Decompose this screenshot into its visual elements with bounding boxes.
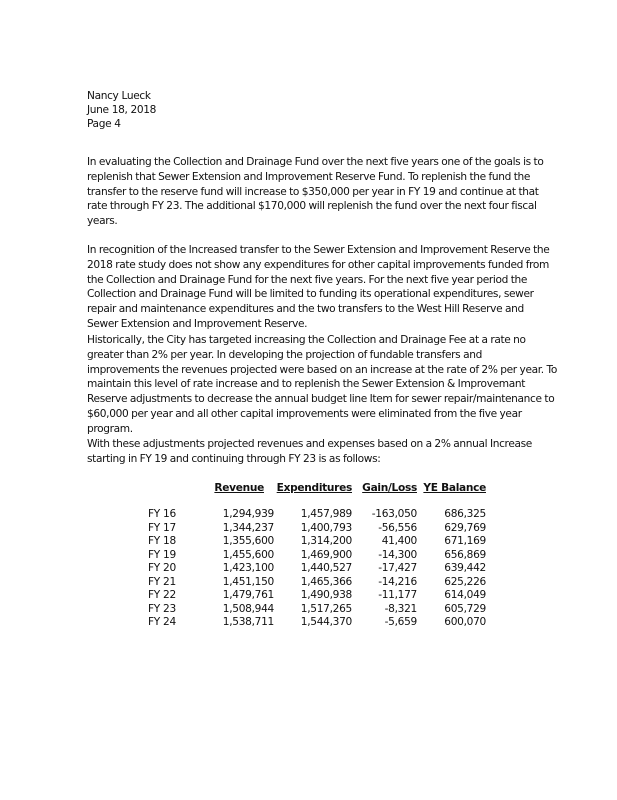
table-row	[148, 562, 486, 576]
revenue-cell: 1,451,150	[222, 575, 274, 588]
gain-loss-cell: -56,556	[378, 521, 417, 534]
column-header-expenditures: Expenditures	[276, 482, 352, 494]
column-header-year	[148, 482, 188, 508]
expenditures-cell: 1,314,200	[300, 535, 352, 547]
column-header-revenue: Revenue	[214, 482, 264, 494]
gain-loss-cell: -8,321	[384, 602, 417, 615]
fiscal-year-cell: FY 21	[148, 575, 176, 588]
fiscal-year-cell: FY 22	[148, 589, 176, 601]
table-row	[148, 535, 486, 549]
table-row	[148, 616, 486, 630]
paragraph-projection-intro: With these adjustments projected revenues and expenses based on a 2% annual Increase starting in FY 19 and continuing through FY 23 is as follows:	[87, 438, 532, 465]
revenue-cell: 1,423,100	[222, 562, 274, 574]
recipient-name: Nancy Lueck	[87, 90, 151, 102]
expenditures-cell: 1,469,900	[300, 548, 352, 561]
revenue-cell: 1,455,600	[222, 548, 274, 561]
letter-header	[87, 89, 156, 131]
revenue-cell: 1,479,761	[222, 589, 274, 601]
fiscal-year-cell: FY 23	[148, 602, 176, 615]
ye-balance-cell: 625,226	[444, 575, 486, 588]
expenditures-cell: 1,400,793	[300, 521, 352, 534]
table-row	[148, 508, 486, 522]
table-row	[148, 549, 486, 563]
gain-loss-cell: -163,050	[371, 508, 417, 520]
ye-balance-cell: 686,325	[444, 508, 486, 520]
fiscal-year-cell: FY 18	[148, 535, 176, 547]
expenditures-cell: 1,490,938	[300, 589, 352, 601]
revenue-cell: 1,344,237	[222, 521, 274, 534]
table-body	[148, 508, 486, 630]
expenditures-cell: 1,440,527	[300, 562, 352, 574]
letter-date: June 18, 2018	[87, 104, 157, 116]
ye-balance-cell: 600,070	[444, 616, 486, 628]
column-header-ye-balance: YE Balance	[423, 482, 486, 494]
expenditures-cell: 1,457,989	[300, 508, 352, 520]
table-header-row	[148, 482, 486, 508]
fiscal-year-cell: FY 16	[148, 508, 176, 520]
revenue-cell: 1,294,939	[222, 508, 274, 520]
gain-loss-cell: 41,400	[381, 535, 417, 547]
table-row	[148, 576, 486, 590]
revenue-cell: 1,538,711	[222, 616, 274, 628]
ye-balance-cell: 629,769	[444, 521, 486, 534]
gain-loss-cell: -17,427	[378, 562, 417, 574]
ye-balance-cell: 614,049	[444, 589, 486, 601]
gain-loss-cell: -14,300	[378, 548, 417, 561]
revenue-cell: 1,508,944	[222, 602, 274, 615]
expenditures-cell: 1,517,265	[300, 602, 352, 615]
expenditures-cell: 1,544,370	[300, 616, 352, 628]
fiscal-year-cell: FY 17	[148, 521, 176, 534]
gain-loss-cell: -5,659	[384, 616, 417, 628]
fiscal-year-cell: FY 19	[148, 548, 176, 561]
fiscal-year-cell: FY 20	[148, 562, 176, 574]
page-number: Page 4	[87, 118, 121, 130]
ye-balance-cell: 671,169	[444, 535, 486, 547]
gain-loss-cell: -11,177	[378, 589, 417, 601]
ye-balance-cell: 605,729	[444, 602, 486, 615]
fiscal-year-cell: FY 24	[148, 616, 176, 628]
ye-balance-cell: 639,442	[444, 562, 486, 574]
paragraph-fee-history: Historically, the City has targeted increasing the Collection and Drainage Fee at a rate no greater than 2% per year. In developing the projection of fundable transfers and improvements the revenues projected were based on an increase at the rate of 2% per year. To maintain this level of rate increase and to replenish the Sewer Extension & Improvemant Reserve adjustments to decrease the annual budget line Item for sewer repair/maintenance to $60,000 per year and all other capital improvements were eliminated from the five year program.	[87, 334, 557, 435]
paragraph-reserve-fund: In evaluating the Collection and Drainage Fund over the next five years one of the goals is to replenish that Sewer Extension and Improvement Reserve Fund. To replenish the fund the transfer to the reserve fund will increase to $350,000 per year in FY 19 and continue at that rate through FY 23. The additional $170,000 will replenish the fund over the next four fiscal years.	[87, 156, 544, 228]
table-row	[148, 603, 486, 617]
paragraph-rate-study: In recognition of the Increased transfer to the Sewer Extension and Improvement Reserve the 2018 rate study does not show any expenditures for other capital improvements funded from the Collection and Drainage Fund for the next five years. For the next five year period the Collection and Drainage Fund will be limited to funding its operational expenditures, sewer repair and maintenance expenditures and the two transfers to the West Hill Reserve and Sewer Extension and Improvement Reserve.	[87, 244, 550, 330]
ye-balance-cell: 656,869	[444, 548, 486, 561]
gain-loss-cell: -14,216	[378, 575, 417, 588]
revenue-cell: 1,355,600	[222, 535, 274, 547]
table-row	[148, 522, 486, 536]
table-row	[148, 589, 486, 603]
expenditures-cell: 1,465,366	[300, 575, 352, 588]
financial-projection-table	[148, 482, 486, 630]
column-header-gain-loss: Gain/Loss	[362, 482, 417, 494]
